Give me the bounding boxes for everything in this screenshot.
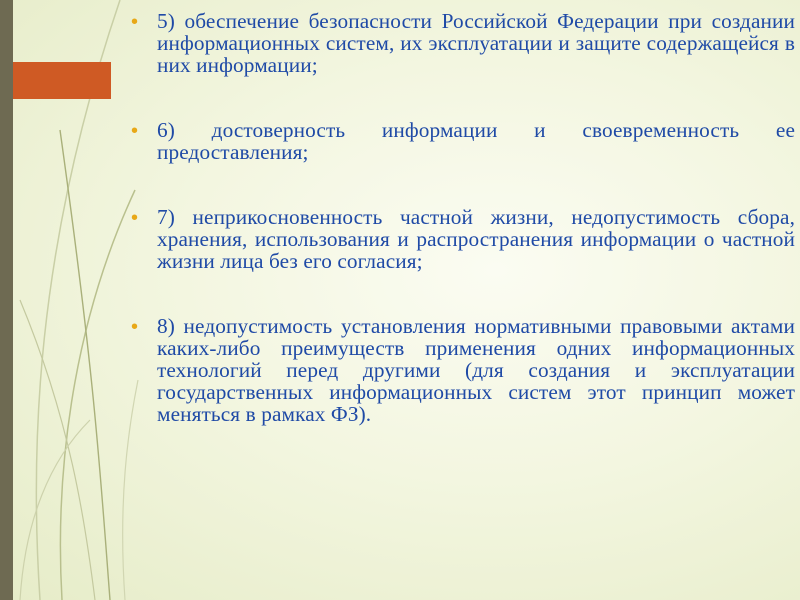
accent-tab xyxy=(13,62,111,99)
list-item-text: 5) обеспечение безопасности Российской Федерации при создании информационных систем, их эксплуатации и защите содержащейся в них информации; xyxy=(157,9,795,77)
bullet-icon: • xyxy=(131,120,139,142)
list-item xyxy=(131,206,795,272)
bullet-icon: • xyxy=(131,11,139,33)
bullet-icon: • xyxy=(131,207,139,229)
list-item-text: 6) достоверность информации и своевременность ее предоставления; xyxy=(157,118,795,164)
list-item xyxy=(131,119,795,163)
bullet-icon: • xyxy=(131,316,139,338)
list-item xyxy=(131,10,795,76)
list-item-text: 7) неприкосновенность частной жизни, недопустимость сбора, хранения, использования и распространения информации о частной жизни лица без его согласия; xyxy=(157,205,795,273)
bullet-list xyxy=(131,10,795,468)
list-item xyxy=(131,315,795,425)
list-item-text: 8) недопустимость установления нормативными правовыми актами каких-либо преимуществ применения одних информационных технологий перед другими (для создания и эксплуатации государственных информационных систем этот принцип может меняться в рамках ФЗ). xyxy=(157,314,795,426)
